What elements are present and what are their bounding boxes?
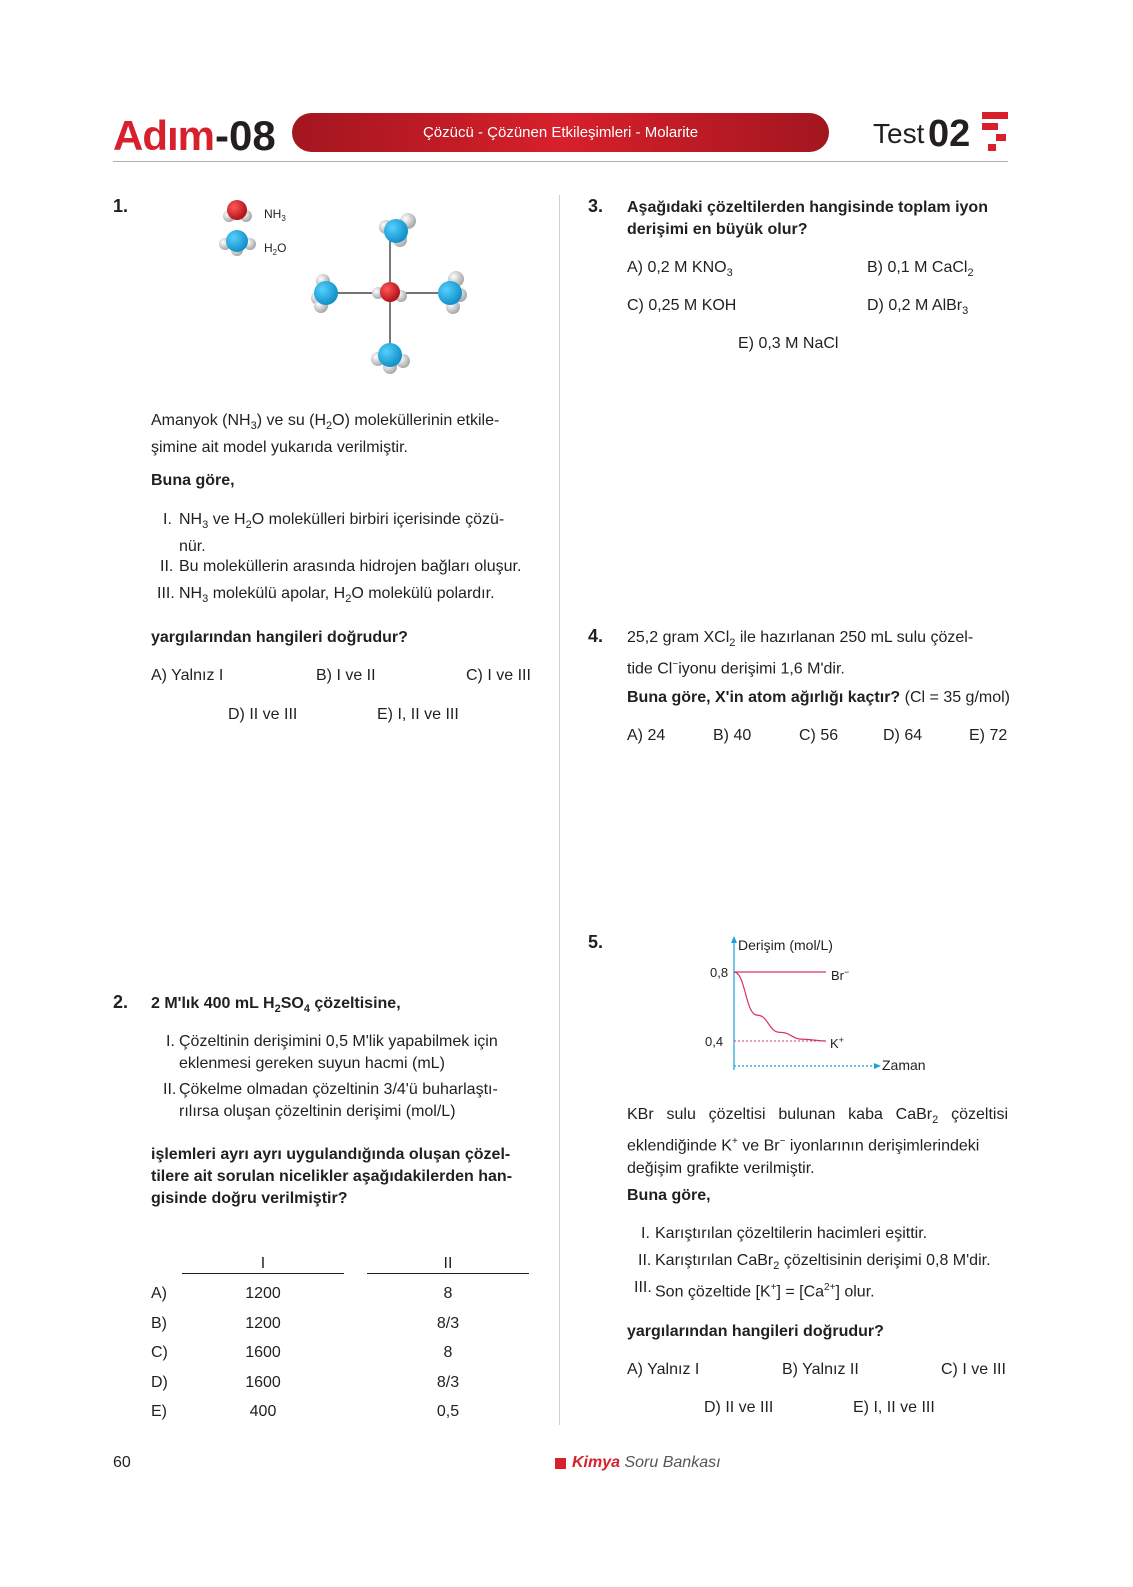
q5-statement-3: Son çözeltide $[K^+] = [Ca^{2+}]$ olur.: [655, 1282, 875, 1301]
q5-desc-part: değişim grafikte verilmiştir.: [627, 1159, 815, 1177]
x-axis-label: Zaman: [882, 1057, 926, 1073]
test-label: Test: [873, 118, 925, 149]
unit-number: -08: [215, 112, 276, 159]
book-title-bold: Kimya: [572, 1454, 621, 1471]
q2-stem-part: 2 M'lık 400 mL H: [151, 995, 275, 1012]
q2-question: [151, 1144, 536, 1210]
row-value-i: 1200: [245, 1285, 281, 1302]
q2-stem-part: SO: [280, 995, 304, 1012]
question-number-4: 4.: [588, 626, 604, 646]
q1-prompt: Buna göre,: [151, 472, 235, 489]
question-number-2: 2.: [113, 992, 129, 1012]
q3-option-a[interactable]: [627, 257, 733, 284]
q1-statement-2-num: II.: [160, 558, 174, 575]
q4-stem-part: ile hazırlanan 250 mL sulu çözel-: [739, 629, 974, 646]
q2-item-2-num: II.: [163, 1081, 177, 1098]
q5-s3-part: Son çözeltide [K: [655, 1283, 771, 1301]
row-value-i: 400: [249, 1403, 277, 1420]
q4-stem: 25,2 gram XCl$_2$ ile hazırlanan 250 mL sulu çözel- tide Cl−iyonu derişimi 1,6 M'dir.: [627, 629, 974, 678]
q1-option-a[interactable]: A) Yalnız I: [151, 667, 224, 684]
q2-table-rule-ii: [367, 1273, 529, 1274]
row-value-ii: 8: [443, 1285, 453, 1302]
book-title-rest: Soru Bankası: [624, 1454, 721, 1471]
q4-option-b[interactable]: B) 40: [713, 727, 752, 744]
q4-option-e[interactable]: E) 72: [969, 727, 1008, 744]
row-label: B): [151, 1315, 167, 1332]
q4-option-d[interactable]: D) 64: [883, 727, 923, 744]
q5-statement-2: Karıştırılan CaBr$_2$ çözeltisinin derişimi 0,8 M'dir.: [655, 1252, 991, 1273]
q5-statement-3-num: III.: [634, 1279, 652, 1296]
q1-statement-3: $NH_3$ molekülü apolar, $H_2O$ molekülü polardır.: [179, 585, 495, 606]
row-value-i: 1600: [245, 1374, 281, 1391]
q4-stem-part: tide Cl: [627, 660, 673, 678]
y-tick-label: 0,8: [710, 965, 729, 980]
q5-statement-1-num: I.: [641, 1225, 650, 1242]
q4-question: [627, 687, 1010, 709]
y-tick-label: 0,4: [705, 1034, 724, 1049]
q3-option-a-text: A) 0,2 M KNO: [627, 259, 727, 276]
q1-intro-part: Amanyok (NH: [151, 412, 251, 429]
q2-table-header-i: I: [260, 1255, 266, 1272]
q3-stem: [627, 197, 1012, 241]
q2-item-1-num: I.: [166, 1033, 175, 1050]
question-number-5: 5.: [588, 932, 604, 952]
concentration-chart: [690, 930, 950, 1080]
q5-option-d[interactable]: D) II ve III: [704, 1399, 774, 1416]
table-row[interactable]: [151, 1370, 531, 1399]
q1-option-b[interactable]: B) I ve II: [316, 667, 376, 684]
q2-i2-part: rılırsa oluşan çözeltinin derişimi (mol/L): [179, 1103, 456, 1120]
q5-desc-part: eklendiğinde K: [627, 1137, 732, 1155]
q1-intro-part: ) ve su (H: [256, 412, 327, 429]
q2-item-2: [179, 1079, 533, 1123]
q3-option-d[interactable]: [867, 295, 968, 322]
q4-option-c[interactable]: C) 56: [799, 727, 839, 744]
q1-s1-part: O molekülleri birbiri içerisinde çözü-: [251, 511, 505, 528]
q3-option-e[interactable]: E) 0,3 M NaCl: [738, 335, 839, 352]
q3-option-d-sub: 3: [962, 305, 969, 318]
q4-question-note: (Cl = 35 g/mol): [904, 689, 1011, 706]
q1-s1-part: ve H: [212, 511, 246, 528]
page-number: 60: [113, 1454, 131, 1471]
brand-logo: Adım: [113, 112, 214, 159]
series-label-br: Br−: [831, 967, 850, 983]
q1-s3-part: molekülü apolar, H: [212, 585, 346, 602]
row-value-ii: 8/3: [436, 1374, 460, 1391]
table-row[interactable]: [151, 1281, 531, 1311]
brand-mark-icon: [982, 112, 1010, 152]
column-divider: [559, 195, 560, 1425]
q4-question-bold: Buna göre, X'in atom ağırlığı kaçtır?: [627, 689, 901, 706]
q5-description: KBr sulu çözeltisi bulunan kaba CaBr$_2$ çözeltisi eklendiğinde K+ ve Br− iyonlarının derişimlerindeki değişim grafikte verilmiştir.: [627, 1106, 1008, 1177]
q1-intro-part: O) moleküllerinin etkile-: [332, 412, 500, 429]
table-row[interactable]: [151, 1399, 531, 1429]
q5-s2-part: Karıştırılan CaBr: [655, 1252, 774, 1269]
topic-title: Çözücü - Çözünen Etkileşimleri - Molarite: [422, 124, 699, 141]
q4-option-a[interactable]: A) 24: [627, 727, 666, 744]
test-number: 02: [928, 113, 971, 155]
q5-statement-1: Karıştırılan çözeltilerin hacimleri eşittir.: [655, 1225, 928, 1242]
q3-stem-part: derişimi en büyük olur?: [627, 221, 808, 238]
q2-question-part: gisinde doğru verilmiştir?: [151, 1190, 348, 1207]
row-value-ii: 0,5: [436, 1403, 460, 1420]
q5-option-c[interactable]: C) I ve III: [941, 1361, 1006, 1378]
q5-s3-part: ] olur.: [835, 1283, 875, 1301]
row-value-ii: 8/3: [436, 1315, 460, 1332]
row-label: C): [151, 1344, 168, 1361]
svg-text:NH3: $NH_3$: [264, 207, 286, 223]
q5-desc-part: çözeltisi: [951, 1106, 1008, 1123]
q1-statement-1: $NH_3$ ve $H_2O$ molekülleri birbiri içerisinde çözü- nür.: [179, 511, 505, 556]
y-axis-arrow-icon: [731, 936, 737, 943]
q2-question-part: tilere ait sorulan nicelikler aşağıdakilerden han-: [151, 1168, 513, 1185]
q5-option-a[interactable]: A) Yalnız I: [627, 1361, 700, 1378]
question-number-1: 1.: [113, 196, 129, 216]
table-row[interactable]: [151, 1340, 531, 1370]
q1-statement-3-num: III.: [157, 585, 175, 602]
row-label: D): [151, 1374, 168, 1391]
q1-option-c[interactable]: C) I ve III: [466, 667, 531, 684]
series-k-curve: [734, 972, 826, 1041]
q3-option-a-sub: 3: [726, 267, 733, 280]
molecule-model-diagram: [210, 195, 490, 380]
footer-square-icon: [555, 1458, 566, 1469]
q2-table-rule-i: [182, 1273, 344, 1274]
row-label: E): [151, 1403, 167, 1420]
row-label: A): [151, 1285, 167, 1302]
q2-i1-part: Çözeltinin derişimini 0,5 M'lik yapabilmek için: [179, 1033, 498, 1050]
series-label-k: K+: [830, 1035, 844, 1051]
q3-option-b-text: B) 0,1 M CaCl: [867, 259, 968, 276]
q3-option-c[interactable]: C) 0,25 M KOH: [627, 297, 737, 314]
q5-prompt: Buna göre,: [627, 1187, 711, 1204]
q5-option-b[interactable]: B) Yalnız II: [782, 1361, 859, 1378]
q5-statement-2-num: II.: [638, 1252, 652, 1269]
q4-stem-part: iyonu derişimi 1,6 M'dir.: [678, 660, 845, 678]
q2-table-header-ii: II: [443, 1255, 453, 1272]
row-value-i: 1200: [245, 1315, 281, 1332]
q3-option-b-sub: 2: [967, 267, 974, 280]
q2-stem: 2 M'lık 400 mL $H_2SO_4$ çözeltisine,: [151, 995, 401, 1016]
q5-s3-part: ] = [Ca: [776, 1283, 825, 1301]
q2-i2-part: Çökelme olmadan çözeltinin 3/4'ü buharlaştı-: [179, 1081, 498, 1098]
q1-question: yargılarından hangileri doğrudur?: [151, 629, 408, 646]
q1-statement-1-num: I.: [163, 511, 172, 528]
q1-s1-part: nür.: [179, 538, 206, 556]
legend-ammonia-molecule-icon: [219, 230, 256, 256]
table-row[interactable]: [151, 1311, 531, 1340]
q1-option-e[interactable]: E) I, II ve III: [377, 706, 459, 723]
x-axis-arrow-icon: [874, 1063, 881, 1069]
q1-option-d[interactable]: D) II ve III: [228, 706, 298, 723]
q5-s2-part: çözeltisinin derişimi 0,8 M'dir.: [783, 1252, 991, 1269]
q4-stem-part: 25,2 gram XCl: [627, 629, 730, 646]
topic-banner: [292, 113, 829, 152]
q5-desc-part: ve Br: [742, 1137, 780, 1155]
q1-statement-2: Bu moleküllerin arasında hidrojen bağları oluşur.: [179, 558, 522, 575]
q3-option-b[interactable]: [867, 257, 974, 284]
q2-item-1: [179, 1031, 533, 1075]
q5-option-e[interactable]: E) I, II ve III: [853, 1399, 935, 1416]
q3-option-d-text: D) 0,2 M AlBr: [867, 297, 963, 314]
q1-s3-part: NH: [179, 585, 203, 602]
y-axis-label: Derişim (mol/L): [738, 937, 833, 953]
q5-desc-part: iyonlarının derişimlerindeki: [789, 1137, 980, 1155]
q1-s3-part: O molekülü polardır.: [351, 585, 495, 602]
q5-question: yargılarından hangileri doğrudur?: [627, 1323, 884, 1340]
svg-text:H2O: $H_2O$: [264, 241, 287, 257]
row-value-ii: 8: [443, 1344, 453, 1361]
q1-s1-part: NH: [179, 511, 203, 528]
header-divider: [113, 161, 1008, 162]
legend-water-molecule-icon: [223, 200, 252, 222]
q1-intro-part: şimine ait model yukarıda verilmiştir.: [151, 439, 408, 457]
q1-intro: Amanyok $(NH_3)$ ve su $(H_2O)$ moleküllerinin etkile- şimine ait model yukarıda verilmiştir.: [151, 412, 500, 457]
row-value-i: 1600: [245, 1344, 281, 1361]
q2-i1-part: eklenmesi gereken suyun hacmi (mL): [179, 1055, 445, 1072]
book-title: [572, 1454, 721, 1472]
q2-answer-table: [151, 1281, 531, 1429]
q2-stem-part: çözeltisine,: [314, 995, 401, 1012]
q3-stem-part: Aşağıdaki çözeltilerden hangisinde toplam iyon: [627, 199, 988, 216]
q5-desc-part: KBr sulu çözeltisi bulunan kaba CaBr: [627, 1106, 933, 1123]
q2-question-part: işlemleri ayrı ayrı uygulandığında oluşan çözel-: [151, 1146, 511, 1163]
question-number-3: 3.: [588, 196, 604, 216]
